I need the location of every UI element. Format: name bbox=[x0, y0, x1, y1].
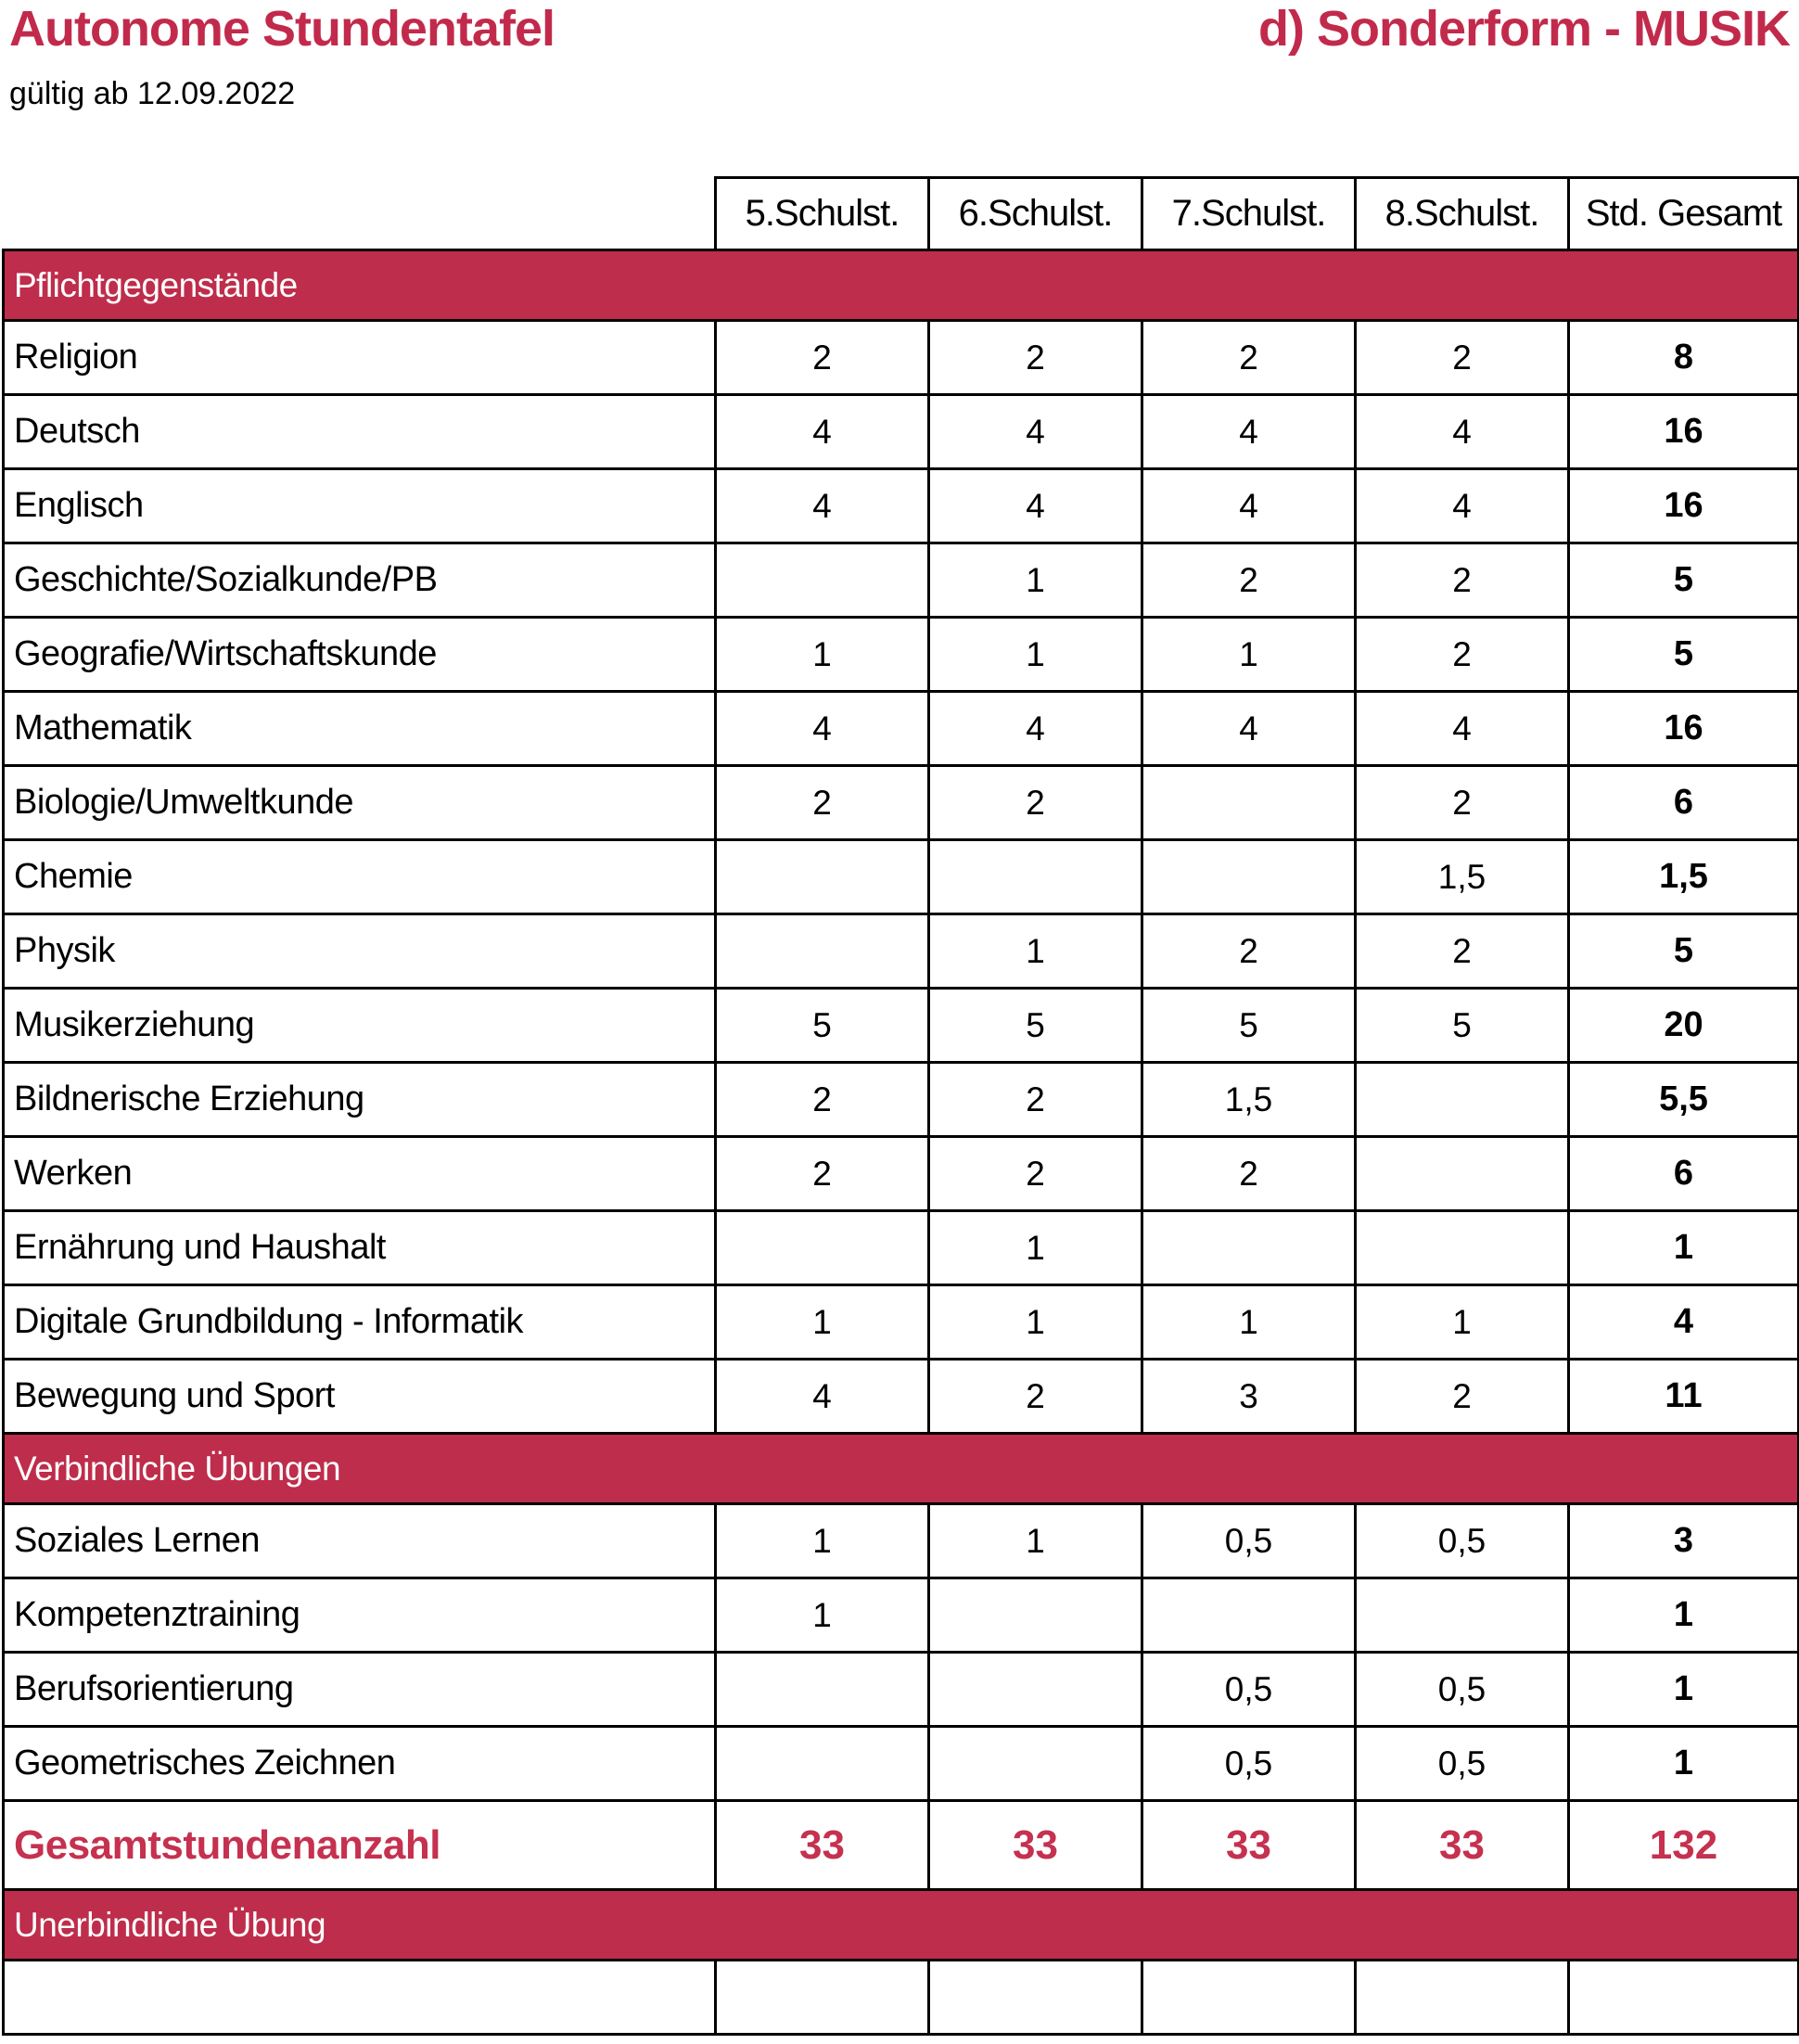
hours-cell bbox=[1142, 766, 1356, 840]
subject-cell: Bewegung und Sport bbox=[4, 1360, 716, 1434]
hours-cell: 0,5 bbox=[1142, 1727, 1356, 1801]
hours-cell: 2 bbox=[1356, 543, 1569, 618]
subject-row bbox=[4, 914, 1799, 989]
total-cell: 1 bbox=[1569, 1211, 1799, 1285]
hours-cell bbox=[1356, 1211, 1569, 1285]
hours-cell bbox=[716, 1653, 929, 1727]
page-title: Autonome Stundentafel bbox=[9, 1, 555, 57]
subject-cell: Werken bbox=[4, 1137, 716, 1211]
section-band-row bbox=[4, 1434, 1799, 1504]
hours-cell: 1,5 bbox=[1356, 840, 1569, 914]
hours-cell bbox=[1356, 1063, 1569, 1137]
hours-cell: 2 bbox=[929, 1360, 1142, 1434]
total-cell: 6 bbox=[1569, 766, 1799, 840]
hours-cell: 4 bbox=[1356, 692, 1569, 766]
hours-cell: 1 bbox=[929, 914, 1142, 989]
totals-hours-cell: 33 bbox=[1356, 1801, 1569, 1890]
total-cell: 6 bbox=[1569, 1137, 1799, 1211]
subject-row bbox=[4, 543, 1799, 618]
subject-cell: Ernährung und Haushalt bbox=[4, 1211, 716, 1285]
subject-cell: Chemie bbox=[4, 840, 716, 914]
subject-row bbox=[4, 1727, 1799, 1801]
subject-cell: Bildnerische Erziehung bbox=[4, 1063, 716, 1137]
hours-cell: 1 bbox=[929, 543, 1142, 618]
hours-cell: 1 bbox=[716, 1578, 929, 1653]
hours-cell: 2 bbox=[716, 1063, 929, 1137]
subject-row bbox=[4, 1137, 1799, 1211]
subject-row bbox=[4, 469, 1799, 543]
subject-row bbox=[4, 321, 1799, 395]
hours-cell: 2 bbox=[716, 766, 929, 840]
subject-cell: Digitale Grundbildung - Informatik bbox=[4, 1285, 716, 1360]
total-cell: 1 bbox=[1569, 1578, 1799, 1653]
hours-cell: 4 bbox=[1142, 395, 1356, 469]
hours-cell bbox=[929, 1961, 1142, 2035]
hours-cell: 0,5 bbox=[1356, 1727, 1569, 1801]
hours-cell bbox=[929, 1653, 1142, 1727]
hours-cell: 4 bbox=[929, 395, 1142, 469]
totals-hours-cell: 33 bbox=[716, 1801, 929, 1890]
column-header-cell: 6.Schulst. bbox=[929, 178, 1142, 250]
hours-cell bbox=[716, 1961, 929, 2035]
total-cell: 5 bbox=[1569, 543, 1799, 618]
total-cell: 5 bbox=[1569, 618, 1799, 692]
hours-cell: 2 bbox=[1142, 1137, 1356, 1211]
hours-cell bbox=[1356, 1578, 1569, 1653]
section-band-row bbox=[4, 250, 1799, 321]
total-cell: 3 bbox=[1569, 1504, 1799, 1578]
hours-cell: 5 bbox=[1356, 989, 1569, 1063]
document-header bbox=[0, 0, 1799, 176]
hours-cell: 5 bbox=[716, 989, 929, 1063]
total-cell: 16 bbox=[1569, 395, 1799, 469]
total-cell: 16 bbox=[1569, 692, 1799, 766]
totals-row bbox=[4, 1801, 1799, 1890]
subject-cell: Deutsch bbox=[4, 395, 716, 469]
total-cell bbox=[1569, 1961, 1799, 2035]
subject-row bbox=[4, 840, 1799, 914]
subject-cell: Kompetenztraining bbox=[4, 1578, 716, 1653]
column-header-cell: Std. Gesamt bbox=[1569, 178, 1799, 250]
total-cell: 5,5 bbox=[1569, 1063, 1799, 1137]
hours-cell: 2 bbox=[929, 1063, 1142, 1137]
subject-row bbox=[4, 395, 1799, 469]
total-cell: 1 bbox=[1569, 1727, 1799, 1801]
hours-cell: 2 bbox=[1356, 766, 1569, 840]
hours-cell: 4 bbox=[716, 395, 929, 469]
hours-cell: 2 bbox=[1356, 618, 1569, 692]
hours-cell: 2 bbox=[1356, 1360, 1569, 1434]
hours-cell: 4 bbox=[1142, 692, 1356, 766]
subject-row bbox=[4, 618, 1799, 692]
total-cell: 16 bbox=[1569, 469, 1799, 543]
hours-cell: 3 bbox=[1142, 1360, 1356, 1434]
subject-cell: Englisch bbox=[4, 469, 716, 543]
total-cell: 11 bbox=[1569, 1360, 1799, 1434]
hours-cell: 1 bbox=[1142, 1285, 1356, 1360]
section-band-label: Pflichtgegenstände bbox=[4, 250, 1799, 321]
hours-cell bbox=[1142, 1211, 1356, 1285]
hours-cell: 1 bbox=[1356, 1285, 1569, 1360]
subject-cell: Soziales Lernen bbox=[4, 1504, 716, 1578]
hours-cell bbox=[716, 1727, 929, 1801]
subject-cell: Geometrisches Zeichnen bbox=[4, 1727, 716, 1801]
subject-cell: Musikerziehung bbox=[4, 989, 716, 1063]
totals-grand-cell: 132 bbox=[1569, 1801, 1799, 1890]
subject-cell: Berufsorientierung bbox=[4, 1653, 716, 1727]
hours-cell: 0,5 bbox=[1356, 1504, 1569, 1578]
hours-cell: 2 bbox=[929, 766, 1142, 840]
hours-cell: 5 bbox=[1142, 989, 1356, 1063]
stundentafel-table bbox=[2, 176, 1799, 2036]
hours-cell: 0,5 bbox=[1142, 1653, 1356, 1727]
section-band-label: Verbindliche Übungen bbox=[4, 1434, 1799, 1504]
empty-row bbox=[4, 1961, 1799, 2035]
hours-cell: 0,5 bbox=[1142, 1504, 1356, 1578]
page-title-variant: d) Sonderform - MUSIK bbox=[1258, 1, 1790, 57]
subject-row bbox=[4, 1285, 1799, 1360]
total-cell: 1,5 bbox=[1569, 840, 1799, 914]
subject-cell: Biologie/Umweltkunde bbox=[4, 766, 716, 840]
hours-cell: 1 bbox=[716, 618, 929, 692]
header-spacer-cell bbox=[4, 178, 716, 250]
subject-cell bbox=[4, 1961, 716, 2035]
hours-cell bbox=[929, 1727, 1142, 1801]
hours-cell: 2 bbox=[929, 1137, 1142, 1211]
total-cell: 1 bbox=[1569, 1653, 1799, 1727]
hours-cell: 2 bbox=[1356, 914, 1569, 989]
hours-cell: 1 bbox=[929, 1504, 1142, 1578]
subject-row bbox=[4, 766, 1799, 840]
subject-row bbox=[4, 989, 1799, 1063]
totals-hours-cell: 33 bbox=[929, 1801, 1142, 1890]
hours-cell: 4 bbox=[1356, 395, 1569, 469]
hours-cell: 0,5 bbox=[1356, 1653, 1569, 1727]
hours-cell: 2 bbox=[1142, 321, 1356, 395]
column-header-row bbox=[4, 178, 1799, 250]
subject-cell: Mathematik bbox=[4, 692, 716, 766]
hours-cell: 4 bbox=[716, 1360, 929, 1434]
column-header-cell: 5.Schulst. bbox=[716, 178, 929, 250]
subject-row bbox=[4, 1211, 1799, 1285]
total-cell: 5 bbox=[1569, 914, 1799, 989]
total-cell: 20 bbox=[1569, 989, 1799, 1063]
total-cell: 8 bbox=[1569, 321, 1799, 395]
section-band-label: Unerbindliche Übung bbox=[4, 1890, 1799, 1961]
hours-cell bbox=[1356, 1137, 1569, 1211]
hours-cell: 4 bbox=[716, 692, 929, 766]
hours-cell: 2 bbox=[1142, 914, 1356, 989]
totals-hours-cell: 33 bbox=[1142, 1801, 1356, 1890]
hours-cell: 1 bbox=[1142, 618, 1356, 692]
hours-cell: 4 bbox=[929, 469, 1142, 543]
subject-row bbox=[4, 1360, 1799, 1434]
hours-cell: 1 bbox=[929, 1285, 1142, 1360]
hours-cell bbox=[716, 1211, 929, 1285]
hours-cell bbox=[1142, 1578, 1356, 1653]
column-header-cell: 8.Schulst. bbox=[1356, 178, 1569, 250]
hours-cell: 2 bbox=[716, 1137, 929, 1211]
hours-cell: 2 bbox=[1142, 543, 1356, 618]
hours-cell: 1 bbox=[716, 1285, 929, 1360]
hours-cell: 4 bbox=[929, 692, 1142, 766]
hours-cell: 1 bbox=[716, 1504, 929, 1578]
subject-cell: Physik bbox=[4, 914, 716, 989]
hours-cell bbox=[1142, 1961, 1356, 2035]
section-band-row bbox=[4, 1890, 1799, 1961]
hours-cell bbox=[716, 543, 929, 618]
subject-cell: Geografie/Wirtschaftskunde bbox=[4, 618, 716, 692]
column-header-cell: 7.Schulst. bbox=[1142, 178, 1356, 250]
hours-cell: 2 bbox=[1356, 321, 1569, 395]
hours-cell bbox=[1356, 1961, 1569, 2035]
subject-row bbox=[4, 1063, 1799, 1137]
hours-cell: 1,5 bbox=[1142, 1063, 1356, 1137]
totals-label-cell: Gesamtstundenanzahl bbox=[4, 1801, 716, 1890]
hours-cell: 4 bbox=[1142, 469, 1356, 543]
hours-cell: 1 bbox=[929, 1211, 1142, 1285]
hours-cell bbox=[929, 1578, 1142, 1653]
total-cell: 4 bbox=[1569, 1285, 1799, 1360]
hours-cell: 4 bbox=[1356, 469, 1569, 543]
subject-row bbox=[4, 1653, 1799, 1727]
hours-cell: 2 bbox=[716, 321, 929, 395]
subject-cell: Religion bbox=[4, 321, 716, 395]
valid-from-date: gültig ab 12.09.2022 bbox=[9, 76, 296, 111]
subject-cell: Geschichte/Sozialkunde/PB bbox=[4, 543, 716, 618]
hours-cell bbox=[716, 840, 929, 914]
hours-cell: 1 bbox=[929, 618, 1142, 692]
hours-cell bbox=[929, 840, 1142, 914]
subject-row bbox=[4, 1504, 1799, 1578]
subject-row bbox=[4, 1578, 1799, 1653]
hours-cell bbox=[716, 914, 929, 989]
hours-cell bbox=[1142, 840, 1356, 914]
hours-cell: 2 bbox=[929, 321, 1142, 395]
subject-row bbox=[4, 692, 1799, 766]
hours-cell: 4 bbox=[716, 469, 929, 543]
hours-cell: 5 bbox=[929, 989, 1142, 1063]
